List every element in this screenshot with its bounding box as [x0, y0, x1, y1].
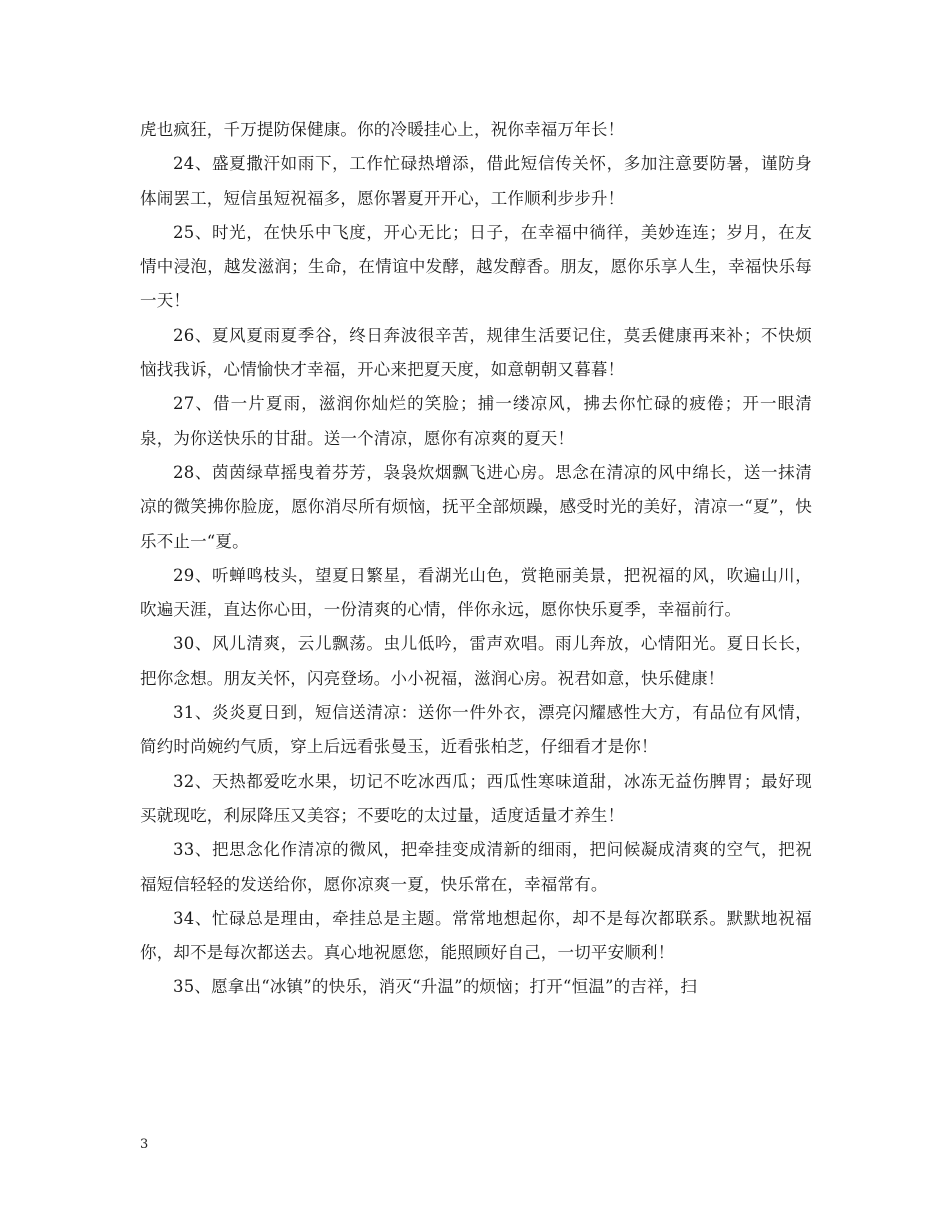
paragraph-34: 34、忙碌总是理由，牵挂总是主题。常常地想起你，却不是每次都联系。默默地祝福你，却不是每次都送去。真心地祝愿您，能照顾好自己，一切平安顺利！ [140, 908, 812, 963]
paragraph-31: 31、炎炎夏日到，短信送清凉：送你一件外衣，漂亮闪耀感性大方，有品位有风情，简约时尚婉约气质，穿上后远看张曼玉，近看张柏芝，仔细看才是你！ [140, 703, 812, 757]
document-body [140, 113, 812, 1005]
paragraph-35: 35、愿拿出“冰镇”的快乐，消灭“升温”的烦恼；打开“恒温”的吉祥，扫 [173, 977, 698, 997]
paragraph-continuation: 虎也疯狂，千万提防保健康。你的冷暖挂心上，祝你幸福万年长！ [140, 120, 625, 139]
paragraph-25: 25、时光，在快乐中飞度，开心无比；日子，在幸福中徜徉，美妙连连；岁月，在友情中浸泡，越发滋润；生命，在情谊中发酵，越发醇香。朋友，愿你乐享人生，幸福快乐每一天！ [140, 222, 812, 311]
paragraph-30: 30、风儿清爽，云儿飘荡。虫儿低吟，雷声欢唱。雨儿奔放，心情阳光。夏日长长，把你念想。朋友关怀，闪亮登场。小小祝福，滋润心房。祝君如意，快乐健康！ [140, 634, 812, 688]
paragraph-33: 33、把思念化作清凉的微风，把牵挂变成清新的细雨，把问候凝成清爽的空气，把祝福短信轻轻的发送给你，愿你凉爽一夏，快乐常在，幸福常有。 [140, 840, 812, 894]
paragraph-29: 29、听蝉鸣枝头，望夏日繁星，看湖光山色，赏艳丽美景，把祝福的风，吹遍山川，吹遍天涯，直达你心田，一份清爽的心情，伴你永远，愿你快乐夏季，幸福前行。 [140, 565, 812, 620]
paragraph-26: 26、夏风夏雨夏季谷，终日奔波很辛苦，规律生活要记住，莫丢健康再来补；不快烦恼找我诉，心情愉快才幸福，开心来把夏天度，如意朝朝又暮暮！ [140, 325, 812, 380]
paragraph-28: 28、茵茵绿草摇曳着芬芳，袅袅炊烟飘飞进心房。思念在清凉的风中绵长，送一抹清凉的微笑拂你脸庞，愿你消尽所有烦恼，抚平全部烦躁，感受时光的美好，清凉一“夏”，快乐不止一“夏。 [140, 462, 812, 551]
page-number: 3 [140, 1137, 149, 1152]
paragraph-24: 24、盛夏撒汗如雨下，工作忙碌热增添，借此短信传关怀，多加注意要防暑，谨防身体闹罢工，短信虽短祝福多，愿你署夏开开心，工作顺利步步升！ [140, 154, 812, 208]
paragraph-27: 27、借一片夏雨，滋润你灿烂的笑脸；捕一缕凉风，拂去你忙碌的疲倦；开一眼清泉，为你送快乐的甘甜。送一个清凉，愿你有凉爽的夏天！ [140, 394, 812, 448]
paragraph-32: 32、天热都爱吃水果，切记不吃冰西瓜；西瓜性寒味道甜，冰冻无益伤脾胃；最好现买就现吃，利尿降压又美容；不要吃的太过量，适度适量才养生！ [140, 771, 812, 825]
